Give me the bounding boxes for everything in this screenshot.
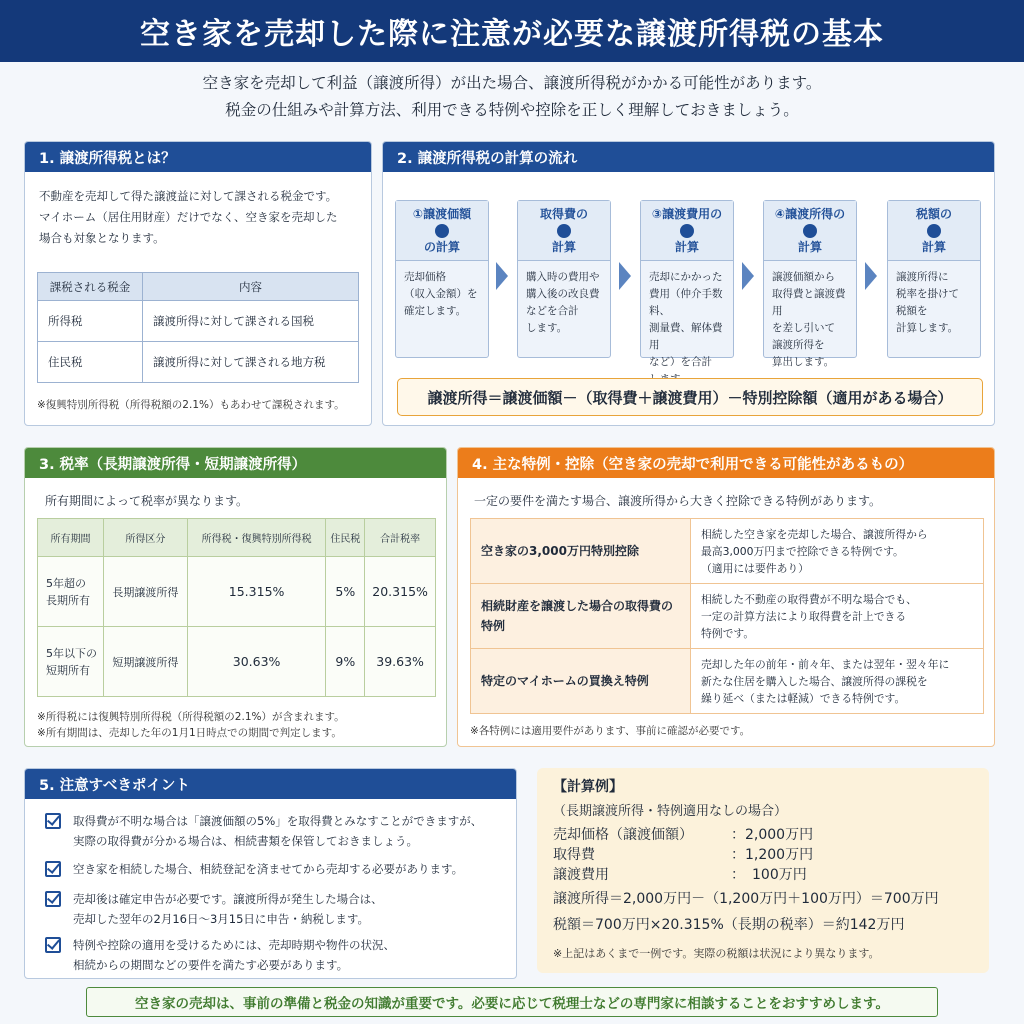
calc-subtitle: （長期譲渡所得・特例適用なしの場合） [553, 804, 788, 819]
section3-heading: 3. 税率（長期譲渡所得・短期譲渡所得） [25, 448, 446, 478]
section-special-deductions [457, 447, 995, 747]
calc-label: 取得費 [553, 847, 595, 863]
table-row [471, 584, 984, 649]
period-line: 5年超の [46, 576, 86, 590]
calculation-example [537, 768, 989, 973]
section-tax-rates [24, 447, 447, 747]
tax-name: 所得税 [38, 301, 143, 342]
section-points-to-note [24, 768, 517, 979]
calc-value: ： 100万円 [731, 867, 807, 883]
flow-step-3 [640, 200, 734, 368]
yen-icon [680, 224, 694, 238]
flow-step-1 [395, 200, 489, 358]
checkbox-icon [45, 937, 61, 953]
step-body [396, 261, 488, 328]
checklist-item [45, 935, 505, 975]
step-line: を差し引いて [772, 322, 835, 334]
table-header: 合計税率 [365, 519, 436, 557]
checkbox-icon [45, 891, 61, 907]
step-line: します。 [526, 322, 568, 334]
table-header: 住民税 [326, 519, 365, 557]
flow-step-2 [517, 200, 611, 358]
detail-line: 相続した空き家を売却した場合、譲渡所得から [701, 527, 928, 541]
deduction-name [471, 519, 691, 584]
table-header: 所得税・復興特別所得税 [187, 519, 326, 557]
period-line: 5年以下の [46, 646, 97, 660]
step-title: ①譲渡価額 [412, 206, 472, 221]
step-line: 取得費と譲渡費用 [772, 288, 846, 317]
detail-line: 繰り延べ（または軽減）できる特例です。 [701, 691, 906, 705]
category-cell: 長期譲渡所得 [104, 557, 188, 627]
calc-row [553, 824, 813, 844]
step-body [641, 261, 733, 396]
step-line: 譲渡所得に [896, 271, 949, 283]
footer-advice: 空き家の売却は、事前の準備と税金の知識が重要です。必要に応じて税理士などの専門家に相談することをおすすめします。 [86, 987, 938, 1017]
step-title: 計算 [797, 239, 822, 254]
calc-tax-line: 税額＝700万円×20.315%（長期の税率）＝約142万円 [553, 917, 905, 933]
flow-steps [395, 200, 985, 368]
category-cell: 短期譲渡所得 [104, 627, 188, 697]
section4-heading: 4. 主な特例・控除（空き家の売却で利用できる可能性があるもの） [458, 448, 994, 478]
period-line: 長期所有 [46, 593, 90, 607]
step-line: 税額を [896, 305, 928, 317]
step-line: 売却価格 [404, 271, 446, 283]
checklist-item [45, 889, 505, 929]
table-header: 内容 [143, 273, 359, 301]
section1-heading: 1. 譲渡所得税とは？ [25, 142, 371, 172]
section3-lead: 所有期間によって税率が異なります。 [45, 494, 249, 508]
calc-title: 【計算例】 [553, 779, 623, 795]
period-line: 短期所有 [46, 663, 90, 677]
step-line: （収入金額）を [404, 288, 478, 300]
section-what-is-tax [24, 141, 372, 426]
detail-line: 一定の計算方法により取得費を計上できる [701, 609, 907, 623]
deduction-detail [691, 649, 984, 714]
resident-tax-cell: 9% [326, 627, 365, 697]
step-line: 購入後の改良費 [526, 288, 600, 300]
step-line: 費用（仲介手数料、 [649, 288, 723, 317]
calc-income-line: 譲渡所得＝2,000万円－（1,200万円＋100万円）＝700万円 [553, 891, 939, 907]
yen-icon [435, 224, 449, 238]
name-line: 特定のマイホームの買換え特例 [481, 674, 649, 688]
deduction-name [471, 584, 691, 649]
check-line: 取得費が不明な場合は「譲渡価額の5%」を取得費とみなすことができますが、 [73, 814, 483, 828]
formula-box: 譲渡所得＝譲渡価額－（取得費＋譲渡費用）－特別控除額（適用がある場合） [397, 378, 983, 416]
section5-heading: 5. 注意すべきポイント [25, 769, 516, 799]
desc-line: 場合も対象となります。 [39, 231, 165, 245]
step-title: 計算 [674, 239, 699, 254]
deduction-name [471, 649, 691, 714]
table-row [38, 627, 436, 697]
checkbox-icon [45, 861, 61, 877]
step-body [518, 261, 610, 345]
yen-icon [557, 224, 571, 238]
period-cell [38, 557, 104, 627]
detail-line: 売却した年の前年・前々年、または翌年・翌々年に [701, 657, 950, 671]
tax-rate-table [37, 518, 436, 697]
section-calculation-flow [382, 141, 995, 426]
deduction-detail [691, 519, 984, 584]
table-row [38, 301, 359, 342]
detail-line: 相続した不動産の取得費が不明な場合でも、 [701, 592, 917, 606]
period-cell [38, 627, 104, 697]
note-line: ※所得税には復興特別所得税（所得税額の2.1%）が含まれます。 [37, 711, 345, 723]
calc-row [553, 864, 807, 884]
step-body [764, 261, 856, 379]
table-header: 所有期間 [38, 519, 104, 557]
step-line: 購入時の費用や [526, 271, 600, 283]
table-row [38, 557, 436, 627]
table-header: 所得区分 [104, 519, 188, 557]
tax-content: 譲渡所得に対して課される地方税 [143, 342, 359, 383]
table-row [471, 519, 984, 584]
step-line: 算出します。 [772, 356, 835, 368]
step-line: 税率を掛けて [896, 288, 959, 300]
step-title: の計算 [423, 239, 460, 254]
step-title: 計算 [551, 239, 576, 254]
section3-notes [37, 709, 345, 741]
arrow-right-icon [496, 262, 508, 290]
step-title: 取得費の [539, 206, 588, 221]
detail-line: 特例です。 [701, 626, 755, 640]
section2-heading: 2. 譲渡所得税の計算の流れ [383, 142, 994, 172]
step-line: 計算します。 [896, 322, 959, 334]
table-header: 課税される税金 [38, 273, 143, 301]
checkbox-icon [45, 813, 61, 829]
calc-value: ：2,000万円 [731, 827, 814, 843]
arrow-right-icon [742, 262, 754, 290]
check-line: 売却後は確定申告が必要です。譲渡所得が発生した場合は、 [73, 892, 383, 906]
note-line: ※所有期間は、売却した年の1月1日時点での期間で判定します。 [37, 727, 342, 739]
calc-value: ：1,200万円 [731, 847, 814, 863]
arrow-right-icon [865, 262, 877, 290]
step-body [888, 261, 980, 345]
step-line: など）を合計 [649, 356, 712, 368]
desc-line: マイホーム（居住用財産）だけでなく、空き家を売却した [39, 210, 338, 224]
resident-tax-cell: 5% [326, 557, 365, 627]
tax-name: 住民税 [38, 342, 143, 383]
calc-label: 売却価格（譲渡価額） [553, 827, 693, 843]
section4-lead: 一定の要件を満たす場合、譲渡所得から大きく控除できる特例があります。 [474, 494, 882, 508]
taxes-table [37, 272, 359, 383]
step-line: などを合計 [526, 305, 579, 317]
arrow-right-icon [619, 262, 631, 290]
name-line: 空き家の3,000万円特別控除 [481, 544, 639, 558]
deductions-table [470, 518, 984, 714]
intro-text [0, 70, 1024, 124]
intro-line: 空き家を売却して利益（譲渡所得）が出た場合、譲渡所得税がかかる可能性があります。 [202, 74, 822, 92]
total-rate-cell: 20.315% [365, 557, 436, 627]
income-tax-cell: 15.315% [187, 557, 326, 627]
name-line: 特例 [481, 619, 506, 633]
step-title: 計算 [921, 239, 946, 254]
step-title: ③譲渡費用の [651, 206, 723, 221]
intro-line: 税金の仕組みや計算方法、利用できる特例や控除を正しく理解しておきましょう。 [225, 101, 799, 119]
check-line: 売却した翌年の2月16日～3月15日に申告・納税します。 [73, 912, 369, 926]
section4-note: ※各特例には適用要件があります、事前に確認が必要です。 [470, 725, 751, 737]
yen-icon [803, 224, 817, 238]
step-line: 譲渡所得を [772, 339, 825, 351]
flow-step-4 [763, 200, 857, 368]
section1-note: ※復興特別所得税（所得税額の2.1%）もあわせて課税されます。 [37, 399, 345, 411]
detail-line: 最高3,000万円まで控除できる特例です。 [701, 544, 904, 558]
detail-line: （適用には要件あり） [701, 561, 809, 575]
check-line: 特例や控除の適用を受けるためには、売却時期や物件の状況、 [73, 938, 395, 952]
table-row [471, 649, 984, 714]
check-line: 実際の取得費が分かる場合は、相続書類を保管しておきましょう。 [73, 834, 418, 848]
checklist-item [45, 811, 505, 851]
tax-content: 譲渡所得に対して課される国税 [143, 301, 359, 342]
detail-line: 新たな住居を購入した場合、譲渡所得の課税を [701, 674, 928, 688]
page-title: 空き家を売却した際に注意が必要な譲渡所得税の基本 [0, 0, 1024, 62]
step-line: 測量費、解体費用 [649, 322, 723, 351]
total-rate-cell: 39.63% [365, 627, 436, 697]
table-row [38, 342, 359, 383]
step-title: 税額の [915, 206, 952, 221]
step-line: 売却にかかった [649, 271, 723, 283]
income-tax-cell: 30.63% [187, 627, 326, 697]
section1-description [39, 186, 361, 249]
check-line: 相続からの期間などの要件を満たす必要があります。 [73, 958, 349, 972]
deduction-detail [691, 584, 984, 649]
step-title: ④譲渡所得の [774, 206, 846, 221]
step-line: 譲渡価額から [772, 271, 835, 283]
checklist-item [45, 859, 505, 879]
check-line: 空き家を相続した場合、相続登記を済ませてから売却する必要があります。 [73, 862, 464, 876]
flow-step-5 [887, 200, 981, 358]
desc-line: 不動産を売却して得た譲渡益に対して課される税金です。 [39, 189, 338, 203]
calc-note: ※上記はあくまで一例です。実際の税額は状況により異なります。 [553, 947, 880, 960]
calc-row [553, 844, 813, 864]
step-line: 確定します。 [404, 305, 467, 317]
calc-label: 譲渡費用 [553, 867, 609, 883]
name-line: 相続財産を譲渡した場合の取得費の [481, 599, 674, 613]
yen-icon [927, 224, 941, 238]
